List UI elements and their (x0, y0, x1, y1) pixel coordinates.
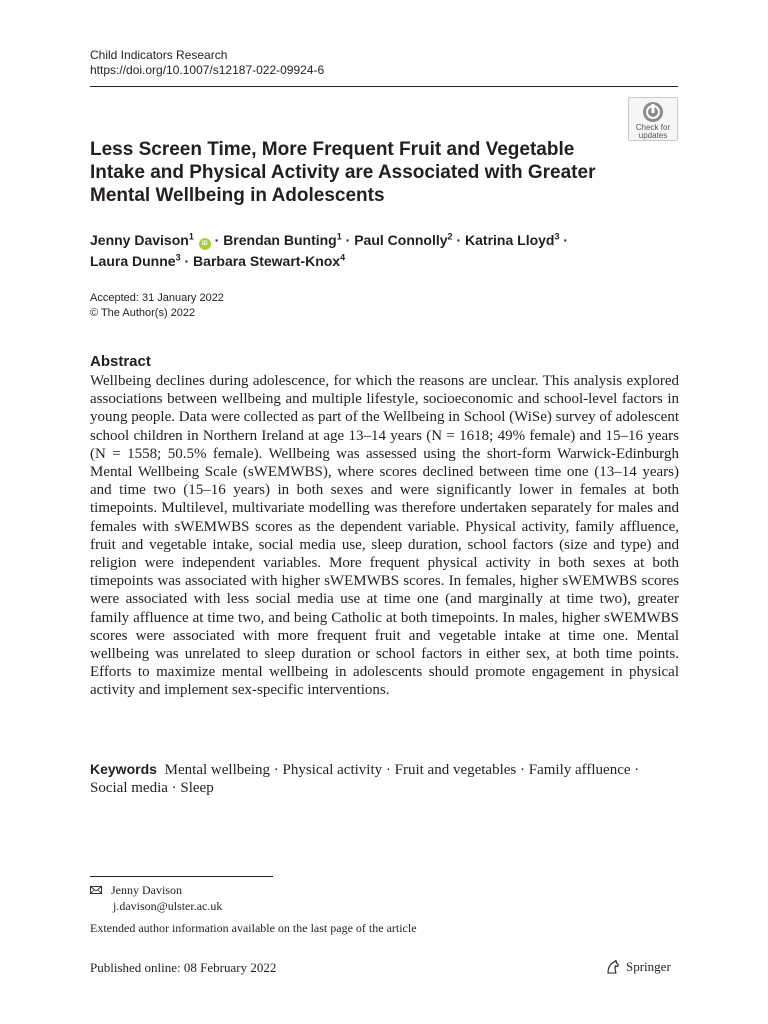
abstract-body: Wellbeing declines during adolescence, for which the reasons are unclear. This analysis explored associations between wellbeing and multiple lifestyle, socioeconomic and school-level factors in young people. Data were collected as part of the Wellbeing in School (WiSe) survey of adolescent school children in Northern Ireland at age 13–14 years (N = 1618; 49% female) and 15–16 years (N = 1558; 50.5% female). Wellbeing was assessed using the short-form Warwick-Edinburgh Mental Wellbeing Scale (sWEMWBS), where scores declined between time one (13–14 years) and time two (15–16 years) in both sexes and were significantly lower in females at both timepoints. Multilevel, multivariate modelling was therefore undertaken separately for males and females with sWEMWBS scores as the dependent variable. Physical activity, family affluence, fruit and vegetable intake, social media use, sleep duration, school factors (size and type) and religion were independent variables. More frequent physical activity in both sexes at both timepoints was associated with higher sWEMWBS scores. In females, higher sWEMWBS scores were associated with less social media use at time one (and marginally at time two), greater family affluence at time two, and being Catholic at both timepoints. In males, higher sWEMWBS scores were associated with more frequent fruit and vegetable intake at time one. Mental wellbeing was unrelated to sleep duration or school factors in either sex, at both time points. Efforts to maximize mental wellbeing in adolescents should promote engagement in physical activity and implement sex-specific interventions. (90, 373, 679, 699)
author-name[interactable]: Barbara Stewart-Knox (193, 253, 341, 269)
journal-header (90, 48, 324, 78)
author-name[interactable]: Brendan Bunting (223, 232, 337, 248)
author-name[interactable]: Katrina Lloyd (465, 232, 555, 248)
corresponding-email[interactable]: j.davison@ulster.ac.uk (113, 899, 223, 913)
check-updates-label: Check for updates (635, 123, 671, 140)
footnote-rule (90, 876, 273, 877)
author-list: Jenny Davison$^1$ iD · Brendan Bunting$^1$ · Paul Connolly$^2$ · Katrina Lloyd$^3$ · Laura Dunne$^3$ · Barbara Stewart-Knox$^4$ (90, 231, 569, 269)
orcid-icon[interactable]: iD (199, 238, 211, 250)
header-rule (90, 86, 678, 87)
publisher-name: Springer (626, 959, 671, 974)
keywords-label: Keywords (90, 761, 157, 777)
published-date: Published online: 08 February 2022 (90, 960, 277, 975)
author-name[interactable]: Paul Connolly (354, 232, 448, 248)
affiliation-marker: 2 (447, 231, 453, 242)
affiliation-marker: 3 (554, 231, 560, 242)
publisher-logo (605, 958, 671, 976)
author-name[interactable]: Laura Dunne (90, 253, 176, 269)
copyright-notice: © The Author(s) 2022 (90, 307, 196, 319)
affiliation-marker: 3 (175, 252, 181, 263)
author-name[interactable]: Jenny Davison (90, 232, 189, 248)
corresponding-name: Jenny Davison (111, 883, 182, 897)
corresponding-author (90, 882, 222, 914)
affiliation-marker: 4 (340, 252, 346, 263)
abstract-heading: Abstract (90, 353, 151, 370)
extended-author-info: Extended author information available on the last page of the article (90, 921, 417, 935)
springer-horse-icon (605, 959, 621, 975)
check-updates-icon (642, 101, 664, 123)
affiliation-marker: 1 (336, 231, 342, 242)
article-title: Less Screen Time, More Frequent Fruit and Vegetable Intake and Physical Activity are Associated with Greater Mental Wellbeing in Adolescents (90, 139, 596, 206)
affiliation-marker: 1 (188, 231, 194, 242)
keywords-list: Mental wellbeing · Physical activity · Fruit and vegetables · Family affluence · Social media · Sleep (90, 762, 640, 797)
accepted-date: Accepted: 31 January 2022 (90, 292, 224, 304)
journal-name: Child Indicators Research (90, 48, 228, 62)
doi-link[interactable]: https://doi.org/10.1007/s12187-022-09924-6 (90, 63, 325, 77)
article-dates (90, 291, 224, 321)
envelope-icon (90, 886, 102, 894)
keywords-section (90, 760, 679, 798)
check-for-updates-badge[interactable] (628, 97, 678, 141)
